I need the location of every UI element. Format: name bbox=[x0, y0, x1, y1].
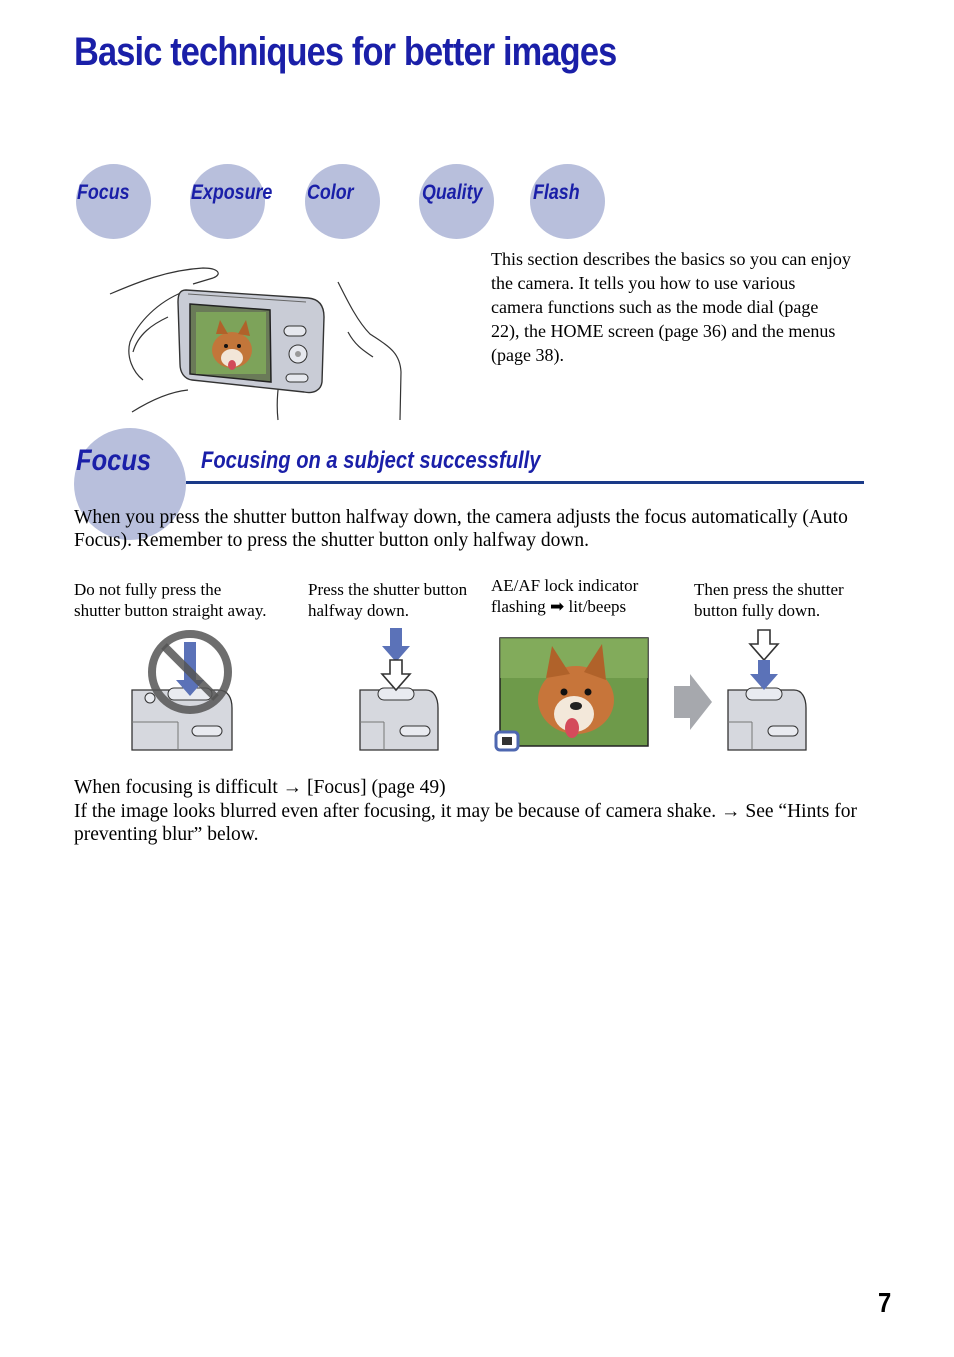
right-arrow-icon: ➡ bbox=[550, 597, 565, 617]
note-focusing-difficult: When focusing is difficult → [Focus] (page 49) bbox=[74, 777, 446, 798]
topic-label-color: Color bbox=[307, 181, 354, 204]
step3-caption-lit: lit/beeps bbox=[568, 597, 627, 616]
focus-body-text: When you press the shutter button halfway down, the camera adjusts the focus automatically (Auto Focus). Remember to press the shutter button only halfway down. bbox=[74, 507, 848, 551]
step4-caption-line1: Then press the shutter bbox=[694, 580, 844, 599]
step1-shutter-illustration bbox=[128, 630, 238, 752]
step3-caption bbox=[491, 575, 638, 618]
step1-caption bbox=[74, 579, 266, 621]
note-camera-shake: If the image looks blurred even after focusing, it may be because of camera shake. → See “Hints for preventing blur” below. bbox=[74, 800, 857, 845]
section-rule bbox=[186, 481, 864, 484]
section-heading: Focusing on a subject successfully bbox=[201, 447, 541, 474]
camera-in-hands-illustration bbox=[108, 262, 408, 422]
step2-caption-line2: halfway down. bbox=[308, 601, 410, 620]
step1-caption-line2: shutter button straight away. bbox=[74, 601, 267, 620]
step3-caption-flashing: flashing bbox=[491, 597, 546, 616]
focus-badge-label: Focus bbox=[76, 444, 152, 477]
step4-caption bbox=[694, 579, 844, 621]
topic-label-flash: Flash bbox=[533, 181, 580, 204]
down-arrow-outline-icon bbox=[750, 630, 778, 660]
step2-shutter-illustration bbox=[356, 626, 440, 752]
intro-paragraph: This section describes the basics so you can enjoy the camera. It tells you how to use various camera functions such as the mode dial (page 22), the HOME screen (page 36) and the menus (page 38). bbox=[491, 249, 851, 365]
next-step-arrow-icon bbox=[672, 672, 714, 732]
step3-caption-line1: AE/AF lock indicator bbox=[491, 576, 639, 595]
step2-caption-line1: Press the shutter button bbox=[308, 580, 468, 599]
page-number: 7 bbox=[878, 1287, 892, 1318]
step1-caption-line1: Do not fully press the bbox=[74, 580, 222, 599]
topic-label-focus: Focus bbox=[77, 181, 130, 204]
topic-label-quality: Quality bbox=[422, 181, 483, 204]
step2-caption bbox=[308, 579, 467, 621]
topic-label-exposure: Exposure bbox=[191, 181, 273, 204]
step4-caption-line2: button fully down. bbox=[694, 601, 821, 620]
focused-dog-photo bbox=[494, 636, 650, 752]
notes bbox=[74, 776, 874, 847]
down-arrow-icon bbox=[390, 628, 402, 648]
step3-caption-line2 bbox=[491, 596, 638, 618]
step4-shutter-illustration bbox=[724, 626, 808, 752]
page-title: Basic techniques for better images bbox=[74, 30, 617, 74]
